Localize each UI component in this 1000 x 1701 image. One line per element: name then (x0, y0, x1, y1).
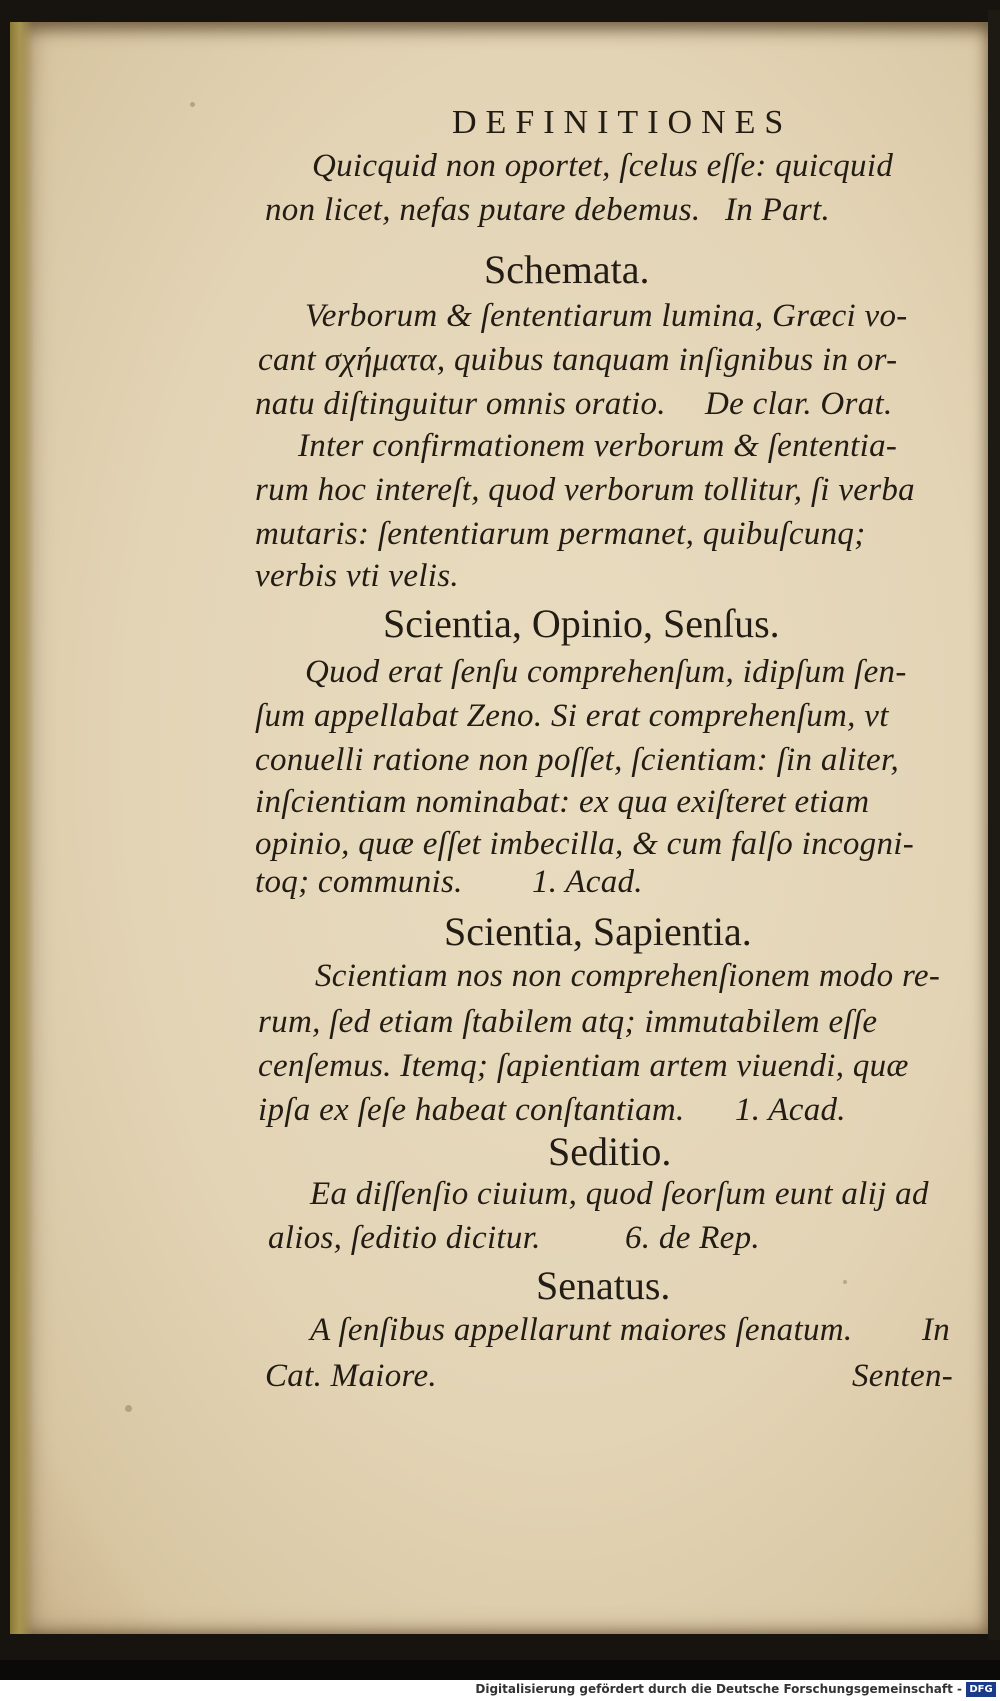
citation: In (922, 1312, 951, 1348)
citation: Cat. Maiore. (265, 1358, 437, 1394)
foxing-spot (843, 1280, 847, 1284)
citation: De clar. Orat. (705, 386, 893, 422)
footer-credit: Digitalisierung gefördert durch die Deutsche Forschungsgemeinschaft - (475, 1682, 962, 1696)
text-line: rum hoc intereſt, quod verborum tollitur, ſi verba (255, 472, 915, 508)
text-line: non licet, nefas putare debemus. (265, 192, 701, 228)
text-line: Ea diſſenſio ciuium, quod ſeorſum eunt alij ad (310, 1176, 929, 1212)
text-line: Quicquid non oportet, ſcelus eſſe: quicquid (312, 148, 894, 184)
page-edge (988, 10, 1000, 1640)
text-line: ipſa ex ſeſe habeat conſtantiam. (258, 1092, 685, 1128)
text-line: ſum appellabat Zeno. Si erat comprehenſum, vt (255, 698, 889, 734)
text-line: opinio, quæ eſſet imbecilla, & cum falſo incogni- (255, 826, 915, 862)
text-line: verbis vti velis. (255, 558, 459, 594)
text-line: Inter confirmationem verborum & ſententia- (298, 428, 898, 464)
text-line: inſcientiam nominabat: ex qua exiſteret etiam (255, 784, 870, 820)
text-line: Verborum & ſententiarum lumina, Græci vo- (305, 298, 908, 334)
text-line: cant σχήματα, quibus tanquam inſignibus in or- (258, 342, 898, 378)
foxing-spot (125, 1405, 132, 1412)
foxing-spot (190, 102, 195, 107)
citation: 1. Acad. (532, 864, 643, 900)
text-line: natu diſtinguitur omnis oratio. (255, 386, 666, 422)
section-heading: Schemata. (484, 247, 650, 292)
running-head: DEFINITIONES (452, 104, 793, 141)
citation: In Part. (725, 192, 831, 228)
dfg-logo: DFG (966, 1682, 996, 1697)
text-line: mutaris: ſententiarum permanet, quibuſcunq; (255, 516, 866, 552)
text-line: Scientiam nos non comprehenſionem modo re- (315, 958, 941, 994)
text-line: rum, ſed etiam ſtabilem atq; immutabilem eſſe (258, 1004, 878, 1040)
section-heading: Scientia, Opinio, Senſus. (383, 601, 780, 646)
section-heading: Senatus. (536, 1263, 671, 1308)
text-line: toq; communis. (255, 864, 463, 900)
page-gutter (10, 22, 34, 1634)
text-line: Quod erat ſenſu comprehenſum, idipſum ſen- (305, 654, 907, 690)
citation: 6. de Rep. (625, 1220, 760, 1256)
section-heading: Seditio. (548, 1129, 672, 1174)
text-line: A ſenſibus appellarunt maiores ſenatum. (310, 1312, 853, 1348)
text-line: conuelli ratione non poſſet, ſcientiam: ſin aliter, (255, 742, 900, 778)
text-line: cenſemus. Itemq; ſapientiam artem viuendi, quæ (258, 1048, 909, 1084)
section-heading: Scientia, Sapientia. (444, 909, 752, 954)
citation: 1. Acad. (735, 1092, 846, 1128)
text-line: alios, ſeditio dicitur. (268, 1220, 541, 1256)
catchword: Senten- (852, 1358, 954, 1394)
